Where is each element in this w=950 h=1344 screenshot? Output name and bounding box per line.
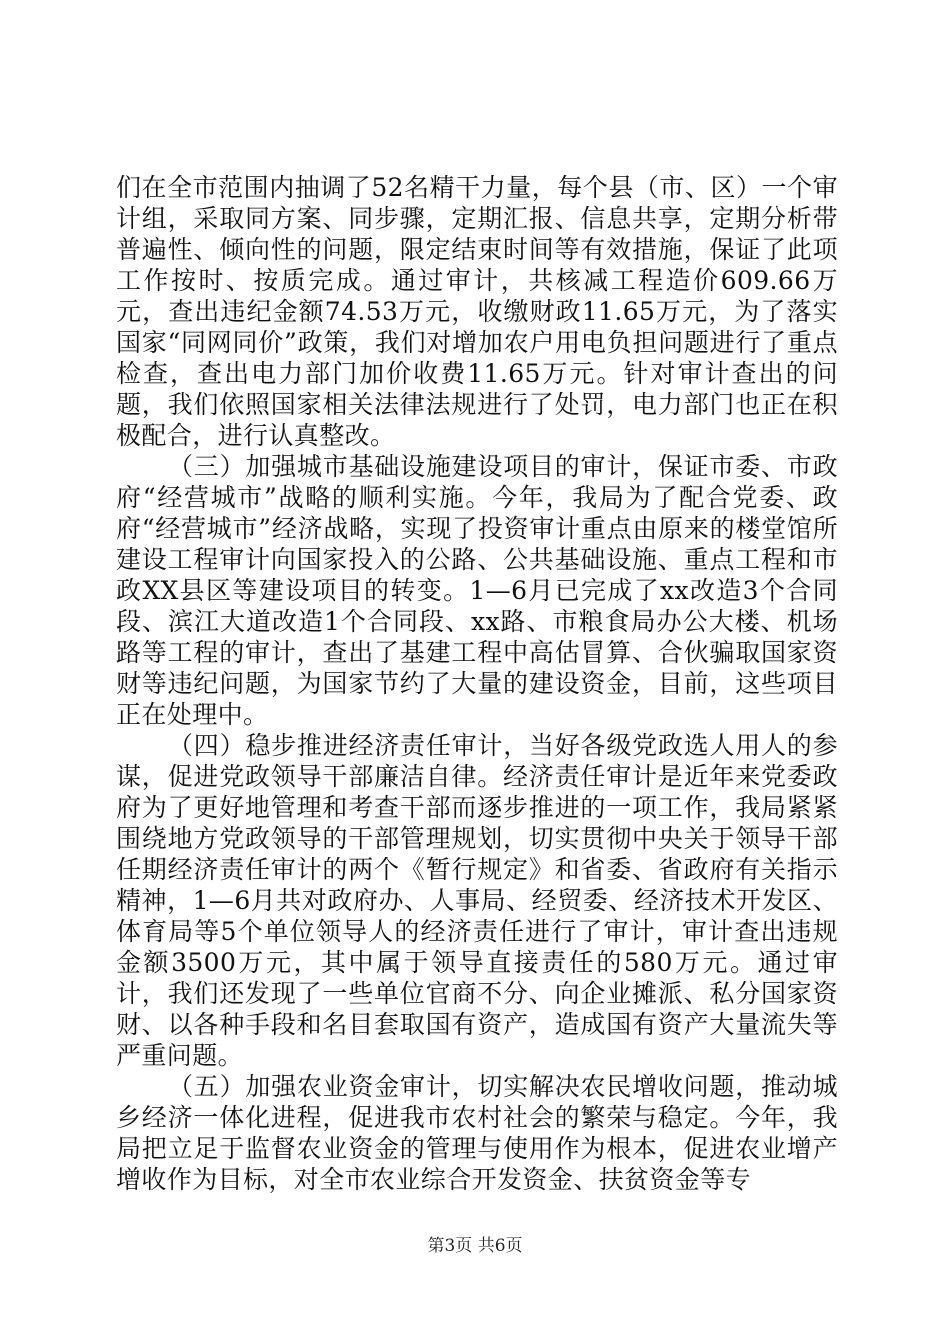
body-paragraph-4: （五）加强农业资金审计，切实解决农民增收问题，推动城乡经济一体化进程，促进我市农村社会的繁荣与稳定。今年，我局把立足于监督农业资金的管理与使用作为根本，促进农业增产增收作为目标，对全市农业综合开发资金、扶贫资金等专 [116, 1072, 838, 1194]
page-footer: 第3页 共6页 [427, 1236, 523, 1256]
body-paragraph-2: （三）加强城市基础设施建设项目的审计，保证市委、市政府“经营城市”战略的顺利实施。今年，我局为了配合党委、政府“经营城市”经济战略，实现了投资审计重点由原来的楼堂馆所建设工程审计向国家投入的公路、公共基础设施、重点工程和市政XX县区等建设项目的转变。1—6月已完成了xx改造3个合同段、滨江大道改造1个合同段、xx路、市粮食局办公大楼、机场路等工程的审计，查出了基建工程中高估冒算、合伙骗取国家资财等违纪问题，为国家节约了大量的建设资金，目前，这些项目正在处理中。 [116, 452, 838, 729]
document-body [116, 172, 838, 1195]
body-paragraph-1: 们在全市范围内抽调了52名精干力量，每个县（市、区）一个审计组，采取同方案、同步骤，定期汇报、信息共享，定期分析带普遍性、倾向性的问题，限定结束时间等有效措施，保证了此项工作按时、按质完成。通过审计，共核减工程造价609.66万元，查出违纪金额74.53万元，收缴财政11.65万元，为了落实国家“同网同价”政策，我们对增加农户用电负担问题进行了重点检查，查出电力部门加价收费11.65万元。针对审计查出的问题，我们依照国家相关法律法规进行了处罚，电力部门也正在积极配合，进行认真整改。 [116, 173, 838, 450]
body-paragraph-3: （四）稳步推进经济责任审计，当好各级党政选人用人的参谋，促进党政领导干部廉洁自律。经济责任审计是近年来党委政府为了更好地管理和考查干部而逐步推进的一项工作，我局紧紧围绕地方党政领导的干部管理规划，切实贯彻中央关于领导干部任期经济责任审计的两个《暂行规定》和省委、省政府有关指示精神，1—6月共对政府办、人事局、经贸委、经济技术开发区、体育局等5个单位领导人的经济责任进行了审计，审计查出违规金额3500万元，其中属于领导直接责任的580万元。通过审计，我们还发现了一些单位官商不分、向企业摊派、私分国家资财、以各种手段和名目套取国有资产，造成国有资产大量流失等严重问题。 [116, 731, 838, 1070]
